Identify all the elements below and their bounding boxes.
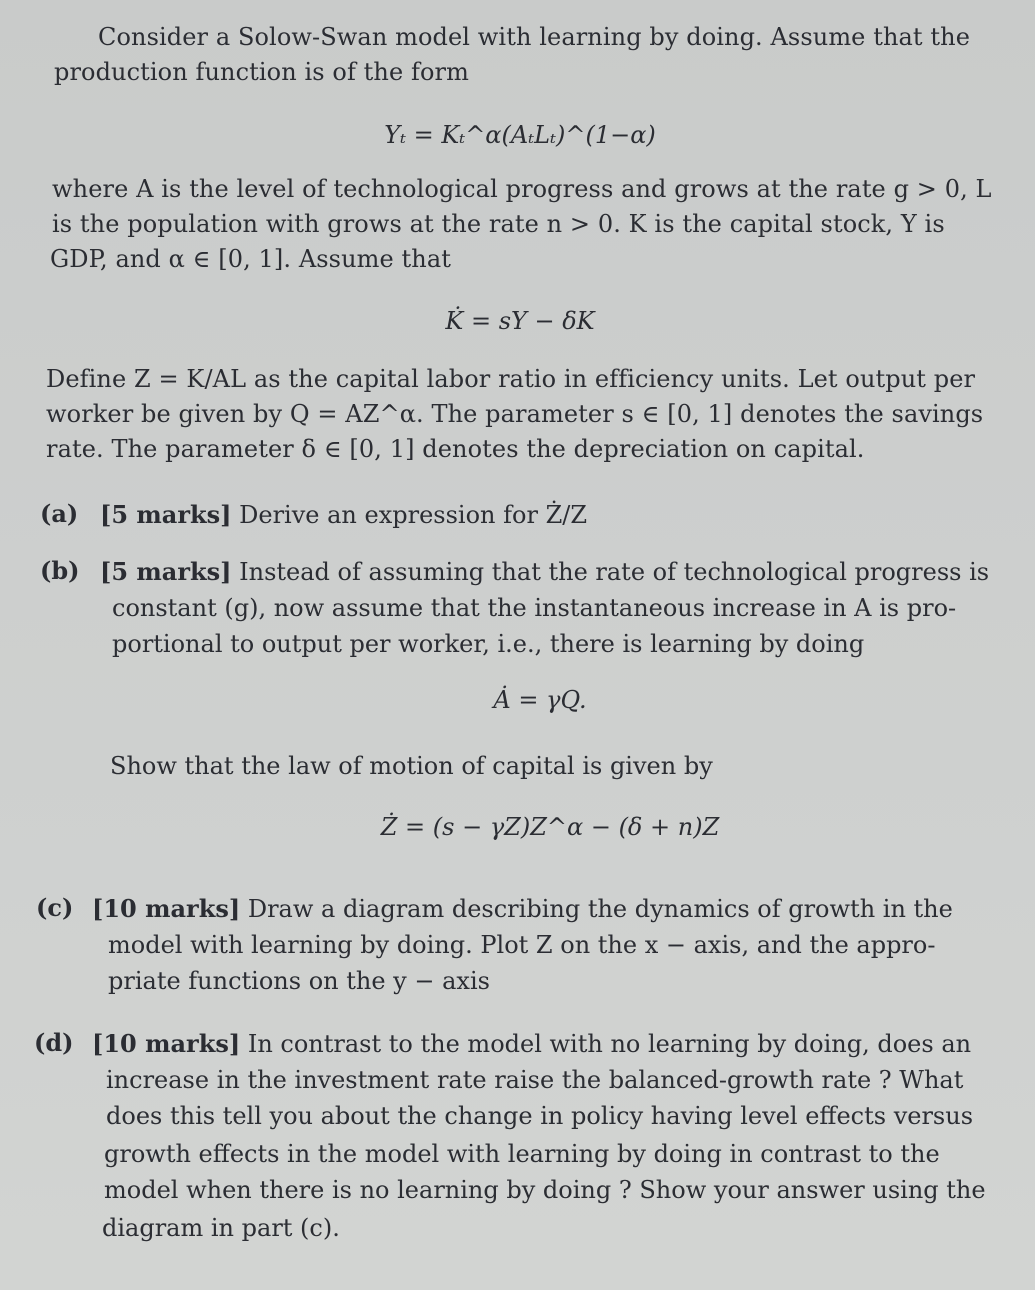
part-d-line-3: does this tell you about the change in policy having level effects versus <box>106 1102 974 1130</box>
part-a-text <box>100 497 587 533</box>
where-line-1: where A is the level of technological progress and grows at the rate g > 0, L <box>52 175 992 203</box>
part-d-marks: [10 marks] <box>92 1029 241 1058</box>
learning-by-doing-equation: Ȧ = γQ. <box>493 686 587 714</box>
define-line-2: worker be given by Q = AZ^α. The parameter s ∈ [0, 1] denotes the savings <box>46 400 984 428</box>
part-d-line-6: diagram in part (c). <box>102 1214 340 1242</box>
part-d-label: (d) <box>34 1028 74 1057</box>
where-line-2: is the population with grows at the rate n > 0. K is the capital stock, Y is <box>52 210 945 238</box>
law-of-motion-equation: Ż = (s − γZ)Z^α − (δ + n)Z <box>380 813 720 841</box>
define-line-1: Define Z = K/AL as the capital labor ratio in efficiency units. Let output per <box>46 365 976 393</box>
part-a-question: Derive an expression for Ż/Z <box>239 501 588 529</box>
intro-line-2: production function is of the form <box>54 58 469 86</box>
capital-accumulation-equation: K̇ = sY − δK <box>445 307 595 335</box>
intro-line-1: Consider a Solow-Swan model with learning by doing. Assume that the <box>98 23 971 51</box>
part-c-label: (c) <box>36 893 74 922</box>
part-d-line-1: [10 marks] In contrast to the model with no learning by doing, does an <box>92 1029 972 1058</box>
part-c-marks: [10 marks] <box>92 894 241 923</box>
where-line-3: GDP, and α ∈ [0, 1]. Assume that <box>50 245 451 273</box>
part-a-marks: [5 marks] <box>100 500 232 529</box>
define-line-3: rate. The parameter δ ∈ [0, 1] denotes the depreciation on capital. <box>46 435 865 463</box>
production-function-equation: Yₜ = Kₜ^α(AₜLₜ)^(1−α) <box>384 121 656 149</box>
part-b-line-3: portional to output per worker, i.e., there is learning by doing <box>112 630 865 658</box>
part-c-line-1: [10 marks] Draw a diagram describing the dynamics of growth in the <box>92 894 953 923</box>
part-d-line-4: growth effects in the model with learning by doing in contrast to the <box>104 1140 940 1168</box>
part-b-label: (b) <box>40 556 80 585</box>
part-b-line-1: [5 marks] Instead of assuming that the rate of technological progress is <box>100 557 990 586</box>
part-c-line-2: model with learning by doing. Plot Z on the x − axis, and the appro- <box>108 931 936 959</box>
part-a-label: (a) <box>40 499 79 528</box>
part-d-line-2: increase in the investment rate raise the balanced-growth rate ? What <box>106 1066 964 1094</box>
part-c-line-3: priate functions on the y − axis <box>108 967 490 995</box>
part-b-show-line: Show that the law of motion of capital is given by <box>110 752 713 780</box>
part-b-marks: [5 marks] <box>100 557 232 586</box>
part-d-line-5: model when there is no learning by doing ? Show your answer using the <box>104 1176 986 1204</box>
part-b-line-2: constant (g), now assume that the instantaneous increase in A is pro- <box>112 594 957 622</box>
